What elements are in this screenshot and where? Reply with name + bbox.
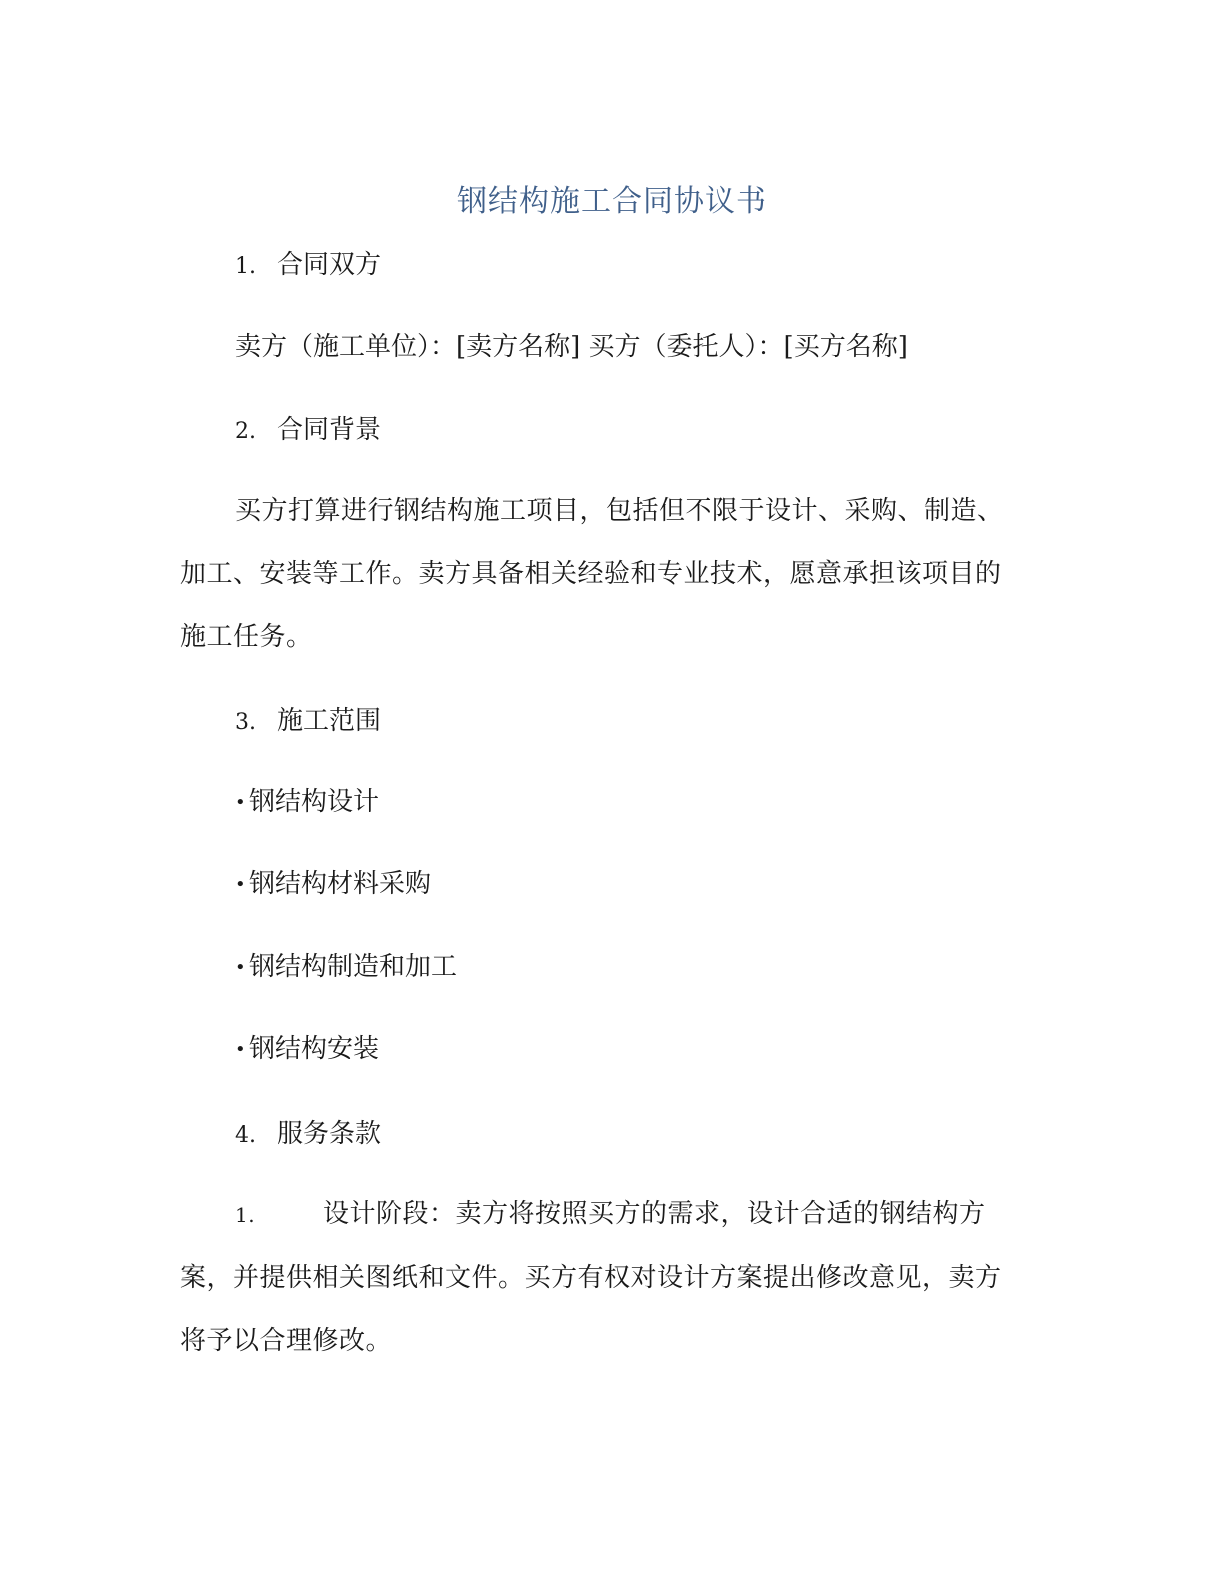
scope-list-item (235, 1031, 379, 1068)
bullet-icon: • (235, 957, 246, 978)
term-text: 设计阶段：卖方将按照买方的需求，设计合适的钢结构方案，并提供相关图纸和文件。买方有权对设计方案提出修改意见，卖方将予以合理修改。 (180, 1199, 1002, 1356)
bullet-icon: • (235, 792, 246, 813)
scope-item-text: 钢结构材料采购 (249, 869, 432, 899)
document-title: 钢结构施工合同协议书 (457, 184, 767, 219)
bullet-icon: • (235, 874, 246, 895)
section-heading-text: 合同双方 (277, 250, 382, 280)
section-heading-4 (235, 1116, 381, 1154)
scope-item-text: 钢结构制造和加工 (249, 952, 458, 982)
scope-item-text: 钢结构安装 (249, 1034, 380, 1064)
term-1-paragraph (180, 1183, 1020, 1373)
section-heading-text: 合同背景 (277, 415, 382, 445)
scope-list-item (235, 866, 431, 903)
section-number: 3. (235, 710, 256, 735)
section-number: 2. (235, 419, 256, 444)
term-number: 1. (235, 1203, 256, 1227)
scope-list-item (235, 784, 379, 821)
background-paragraph: 买方打算进行钢结构施工项目，包括但不限于设计、采购、制造、加工、安装等工作。卖方具备相关经验和专业技术，愿意承担该项目的施工任务。 (180, 496, 1004, 652)
scope-list-item (235, 949, 457, 986)
section-heading-text: 服务条款 (277, 1119, 382, 1149)
scope-item-text: 钢结构设计 (249, 787, 380, 817)
section-number: 4. (235, 1123, 256, 1148)
section-heading-1 (235, 247, 381, 285)
section-heading-3 (235, 703, 381, 741)
parties-line: 卖方（施工单位）：[卖方名称] 买方（委托人）：[买方名称] (235, 332, 908, 362)
section-heading-text: 施工范围 (277, 706, 382, 736)
section-number: 1. (235, 254, 256, 279)
bullet-icon: • (235, 1039, 246, 1060)
section-heading-2 (235, 412, 381, 450)
